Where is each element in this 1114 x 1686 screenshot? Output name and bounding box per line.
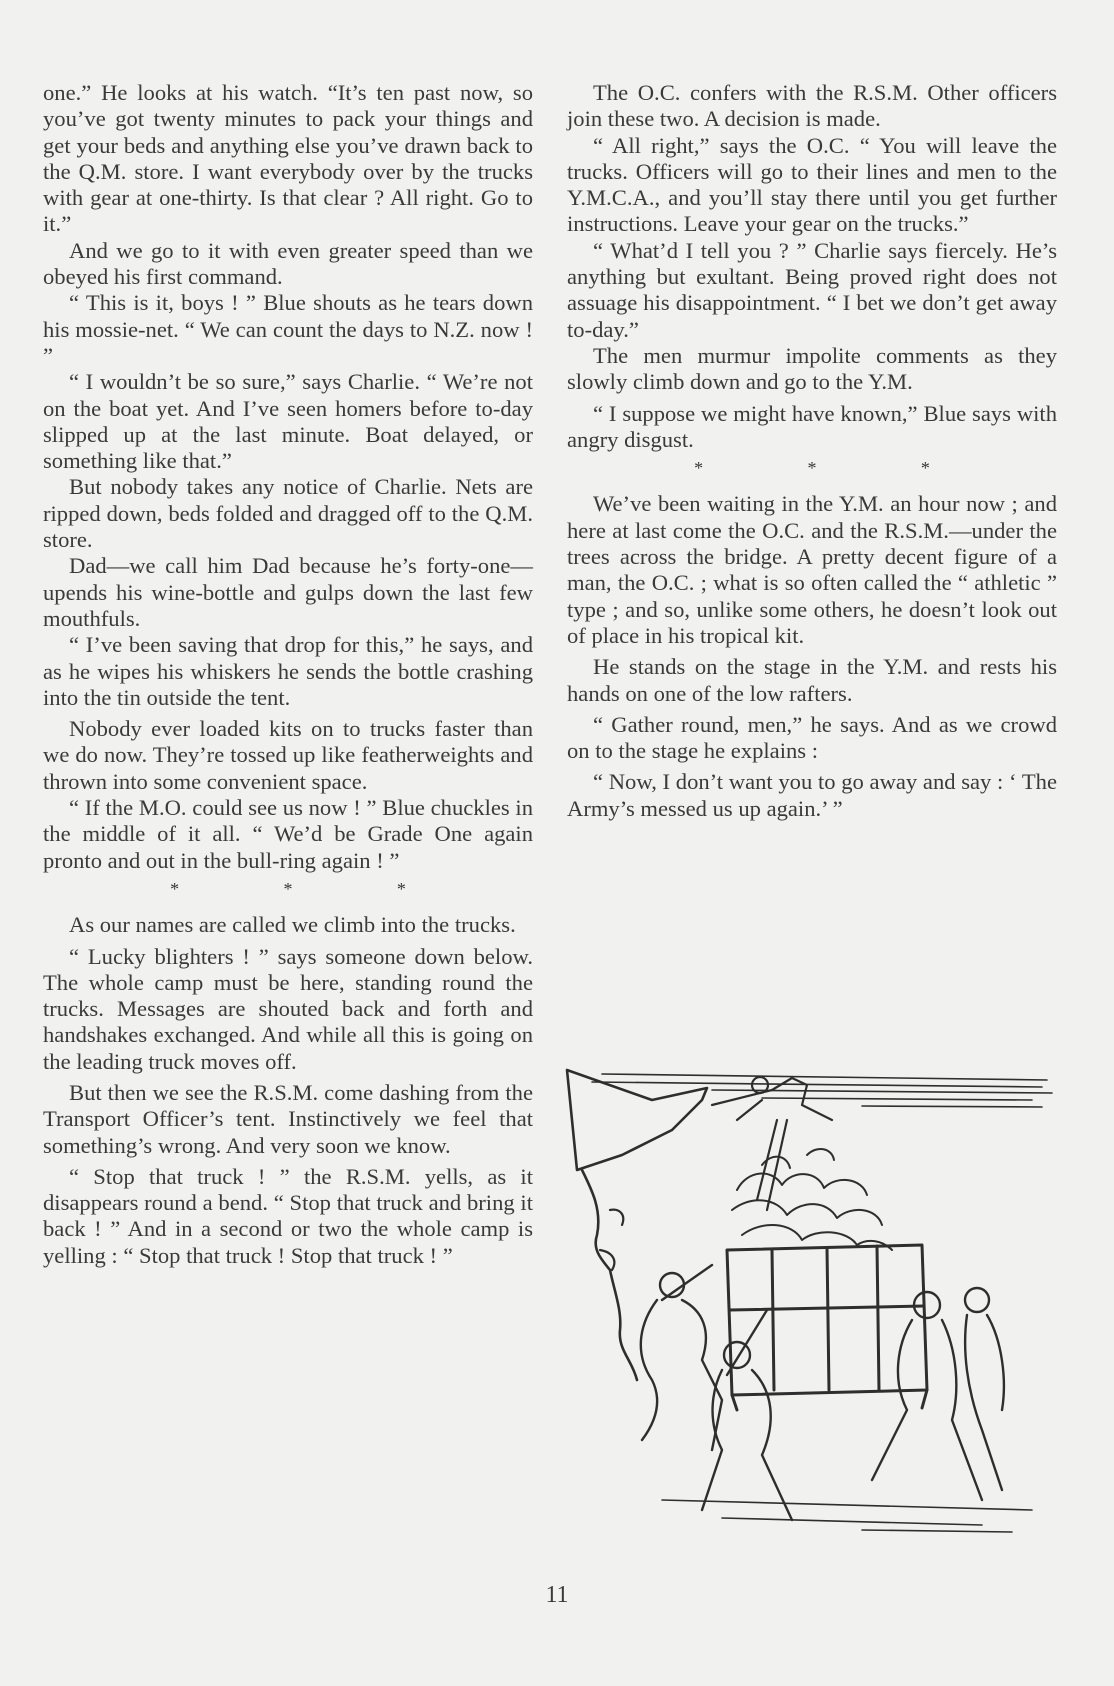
paragraph: But then we see the R.S.M. come dashing from the Transport Officer’s tent. Instinctively we feel that something’s wrong. And very soon we know. bbox=[43, 1079, 533, 1158]
paragraph: “ Stop that truck ! ” the R.S.M. yells, as it disappears round a bend. “ Stop that truck and bring it back ! ” And in a second or two the whole camp is yelling : “ Stop that truck ! Stop that truck ! ” bbox=[43, 1163, 533, 1268]
kit-bags bbox=[732, 1149, 892, 1250]
paragraph: The O.C. confers with the R.S.M. Other officers join these two. A decision is made. bbox=[567, 80, 1057, 132]
hat-brim bbox=[567, 1070, 707, 1170]
paragraph: The men murmur impolite comments as they slowly climb down and go to the Y.M. bbox=[567, 342, 1057, 395]
paragraph: And we go to it with even greater speed than we obeyed his first command. bbox=[43, 237, 533, 290]
paragraph: As our names are called we climb into the trucks. bbox=[69, 912, 516, 938]
paragraph: He stands on the stage in the Y.M. and rests his hands on one of the low rafters. bbox=[567, 654, 1057, 706]
asterisk: * bbox=[396, 878, 406, 899]
paragraph: But nobody takes any notice of Charlie. Nets are ripped down, beds folded and dragged off to the Q.M. store. bbox=[43, 474, 533, 553]
paragraph: Nobody ever loaded kits on to trucks faster than we do now. They’re tossed up like featherweights and thrown into some convenient space. bbox=[43, 716, 533, 794]
paragraph: one.” He looks at his watch. “It’s ten past now, so you’ve got twenty minutes to pack your things and get your beds and anything else you’ve drawn back to the Q.M. store. I want everybody over by the trucks with gear at one-thirty. Is that clear ? All right. Go to it.” bbox=[43, 80, 533, 237]
asterisk: * bbox=[920, 458, 930, 479]
sky-lines bbox=[592, 1074, 1052, 1107]
paragraph: We’ve been waiting in the Y.M. an hour now ; and here at last come the O.C. and the R.S.M.—under the trees across the bridge. A pretty decent figure of a man, the O.C. ; what is so often called the “ athletic ” type ; and so, unlike some others, he doesn’t look out of place in his tropical kit. bbox=[567, 491, 1057, 648]
flying-figure bbox=[712, 1077, 832, 1210]
paragraph: “ This is it, boys ! ” Blue shouts as he tears down his mossie-net. “ We can count the days to N.Z. now ! ” bbox=[43, 290, 533, 368]
asterisk: * bbox=[694, 458, 704, 479]
paragraph: “ I suppose we might have known,” Blue says with angry disgust. bbox=[567, 400, 1057, 452]
foreground-face bbox=[582, 1170, 637, 1380]
section-break bbox=[642, 453, 982, 491]
paragraph: Dad—we call him Dad because he’s forty-one—upends his wine-bottle and gulps down the last few mouthfuls. bbox=[43, 553, 533, 631]
paragraph: “ Gather round, men,” he says. And as we crowd on to the stage he explains : bbox=[567, 711, 1057, 764]
paragraph: “ Lucky blighters ! ” says someone down below. The whole camp must be here, standing round the trucks. Messages are shouted back and forth and handshakes exchanged. And while all this is going on the leading truck moves off. bbox=[43, 943, 533, 1074]
paragraph: “ I’ve been saving that drop for this,” he says, and as he wipes his whiskers he sends the bottle crashing into the tin outside the tent. bbox=[43, 632, 533, 710]
left-column bbox=[43, 80, 533, 1269]
page-number: 11 bbox=[545, 1582, 569, 1608]
asterisk: * bbox=[283, 878, 293, 899]
truck-loading-illustration bbox=[562, 1060, 1059, 1540]
paragraph: “ I wouldn’t be so sure,” says Charlie. “ We’re not on the boat yet. And I’ve seen homers before to-day slipped up at the last minute. Boat delayed, or something like that.” bbox=[43, 369, 533, 474]
ground bbox=[662, 1500, 1032, 1532]
section-break bbox=[118, 874, 458, 912]
paragraph: “ What’d I tell you ? ” Charlie says fiercely. He’s anything but exultant. Being proved right does not assuage his disappointment. “ I bet we don’t get away to-day.” bbox=[567, 237, 1057, 342]
asterisk: * bbox=[170, 878, 180, 899]
paragraph: “ Now, I don’t want you to go away and say : ‘ The Army’s messed us up again.’ ” bbox=[567, 769, 1057, 821]
paragraph: “ If the M.O. could see us now ! ” Blue chuckles in the middle of it all. “ We’d be Grade One again pronto and out in the bull-ring again ! ” bbox=[43, 795, 533, 873]
right-column bbox=[567, 80, 1057, 822]
paragraph: “ All right,” says the O.C. “ You will leave the trucks. Officers will go to their lines and men to the Y.M.C.A., and you’ll stay there until you get further instructions. Leave your gear on the trucks.” bbox=[567, 132, 1057, 237]
asterisk: * bbox=[807, 458, 817, 479]
